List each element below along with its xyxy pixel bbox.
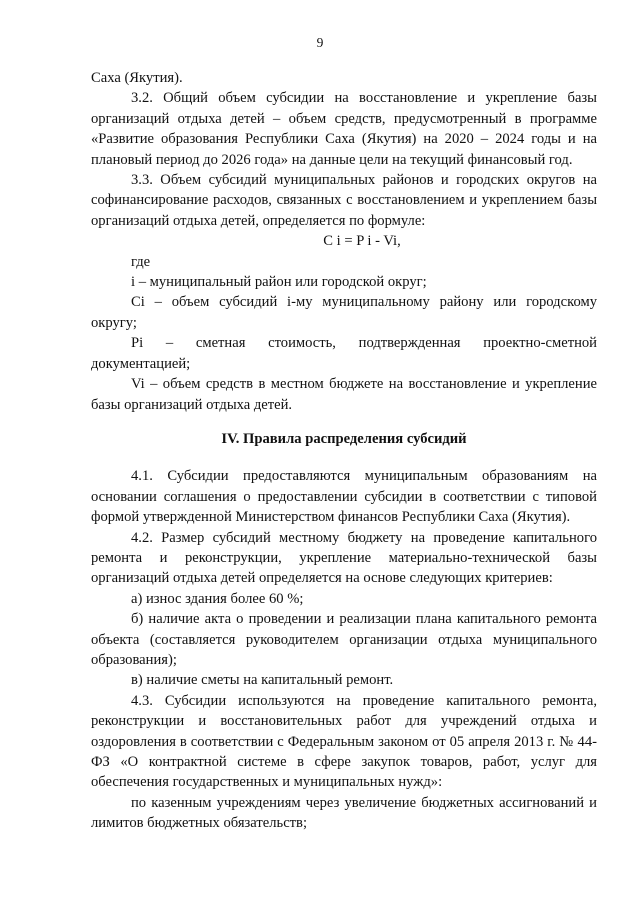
paragraph-3-3: 3.3. Объем субсидий муниципальных районов и городских округов на софинансирование расходов, связанных с восстановлением и укреплением базы организаций отдыха детей, определяется по формуле: xyxy=(91,172,597,229)
definition-ci: Ci – объем субсидий i-му муниципальному району или городскому округу; xyxy=(91,294,597,331)
definition-pi-line1: Pi – сметная стоимость, подтвержденная проектно-сметной xyxy=(131,335,597,352)
formula: C i = P i - Vi, xyxy=(323,233,401,250)
paragraph-continuation: Саха (Якутия). xyxy=(91,70,183,86)
document-body xyxy=(91,68,597,834)
where-label: где xyxy=(131,253,151,270)
paragraph-4-2: 4.2. Размер субсидий местному бюджету на проведение капитального ремонта и реконструкции, укрепление материально-технической базы организаций отдыха детей определяется на основе следующих критериев: xyxy=(91,529,597,587)
criterion-a: а) износ здания более 60 %; xyxy=(131,590,304,607)
page-number: 9 xyxy=(316,35,324,50)
criterion-c: в) наличие сметы на капитальный ремонт. xyxy=(131,672,394,689)
paragraph-3-2: 3.2. Общий объем субсидии на восстановление и укрепление базы организаций отдыха детей – объем средств, предусмотренный в программе «Развитие образования Республики Саха (Якутия) на 2020 – 2024 годы и на плановый период до 2026 года» на данные цели на текущий финансовый год. xyxy=(91,90,597,168)
paragraph-4-3-item: по казенным учреждениям через увеличение бюджетных ассигнований и лимитов бюджетных обязательств; xyxy=(91,794,597,832)
paragraph-4-1: 4.1. Субсидии предоставляются муниципальным образованиям на основании соглашения о предоставлении субсидии в соответствии с типовой формой утвержденной Министерством финансов Республики Саха (Якутия). xyxy=(91,468,597,526)
criterion-b: б) наличие акта о проведении и реализации плана капитального ремонта объекта (составляется руководителем организации отдыха муниципального образования); xyxy=(91,611,597,668)
definition-i: i – муниципальный район или городской округ; xyxy=(131,274,427,291)
definition-pi-line2: документацией; xyxy=(91,355,191,372)
definition-vi: Vi – объем средств в местном бюджете на восстановление и укрепление базы организаций отдыха детей. xyxy=(91,376,597,413)
section-heading: IV. Правила распределения субсидий xyxy=(221,430,467,447)
paragraph-4-3: 4.3. Субсидии используются на проведение капитального ремонта, реконструкции и восстановительных работ для учреждений отдыха и оздоровления в соответствии с Федеральным законом от 05 апреля 2013 г. № 44-ФЗ «О контрактной системе в сфере закупок товаров, работ, услуг для обеспечения государственных и муниципальных нужд»: xyxy=(91,692,597,791)
